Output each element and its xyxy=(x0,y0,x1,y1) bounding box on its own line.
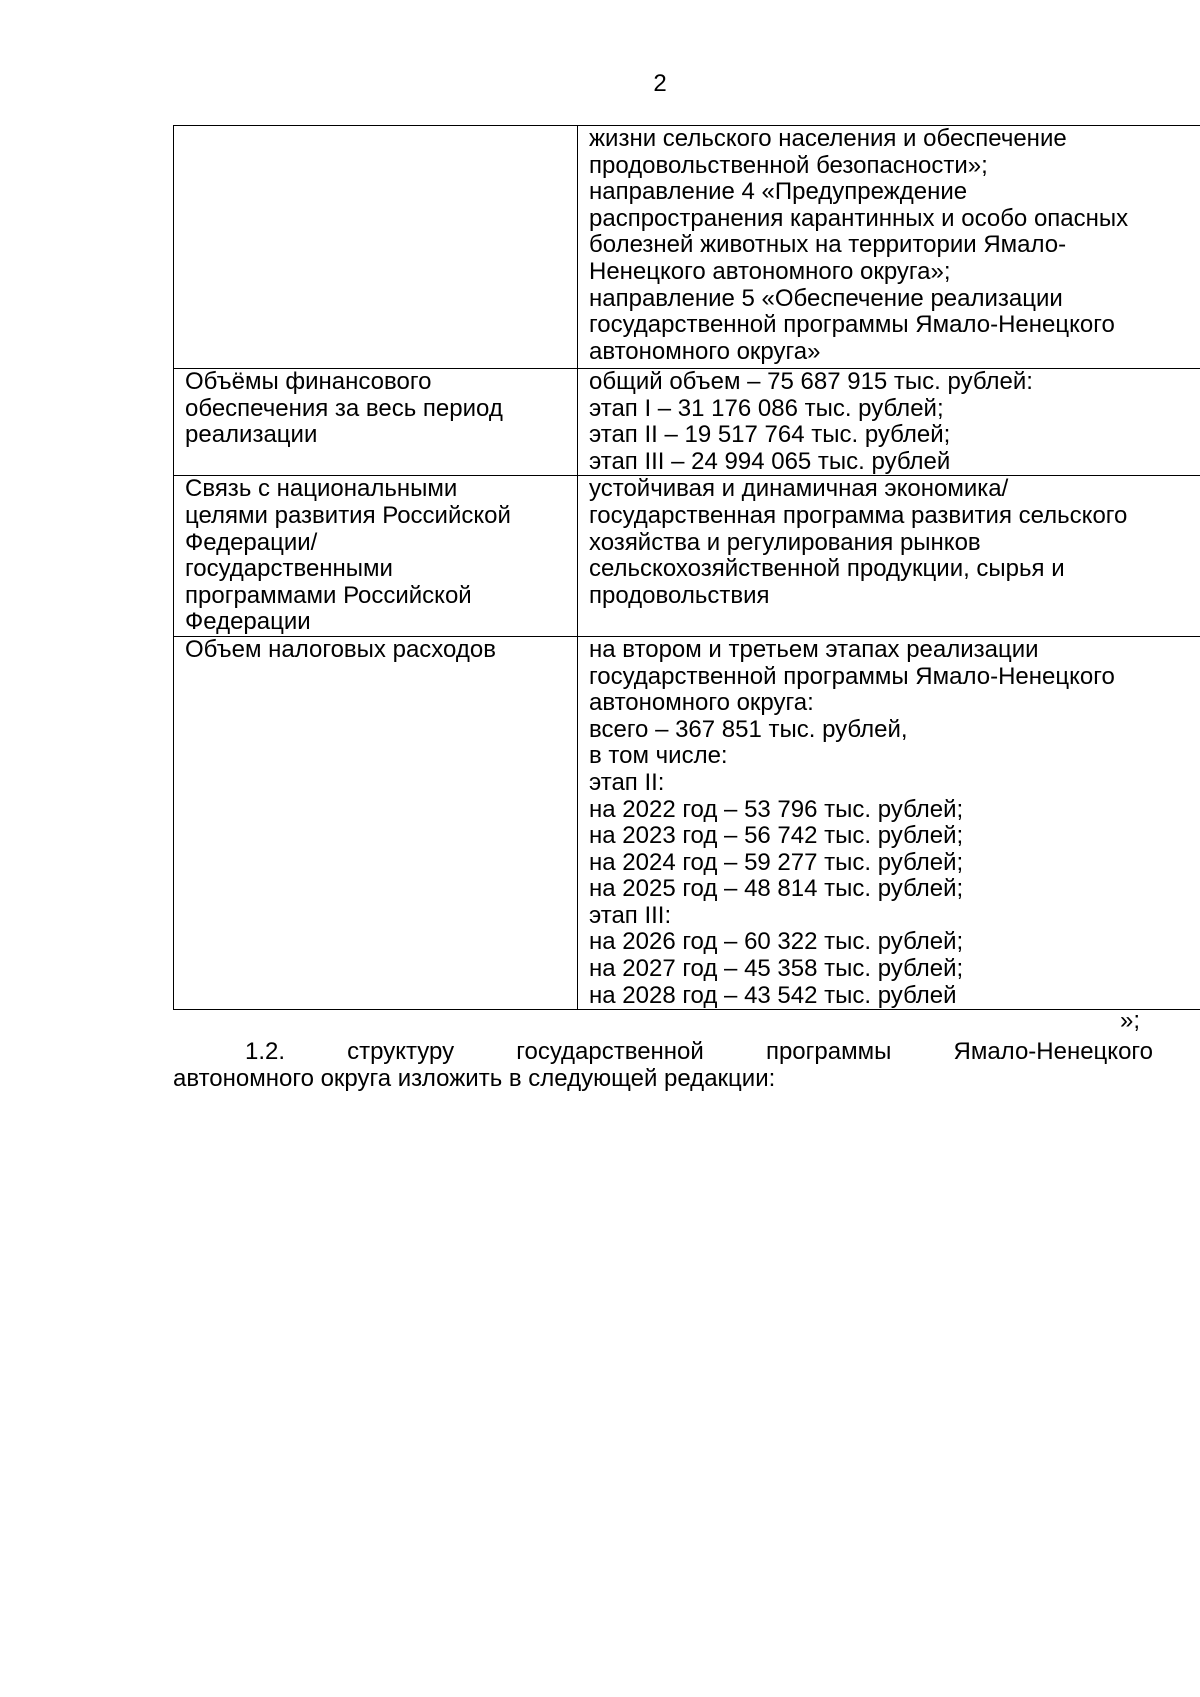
label-line: Федерации/ xyxy=(185,528,318,556)
label-line: Объем налоговых расходов xyxy=(185,635,496,663)
value-line: автономного округа» xyxy=(589,337,821,365)
label-line: Связь с национальными xyxy=(185,475,458,503)
amendment-paragraph xyxy=(173,1038,1153,1065)
value-line: всего – 367 851 тыс. рублей, xyxy=(589,715,908,743)
program-passport-table xyxy=(173,125,1200,1010)
value-line: этап II – 19 517 764 тыс. рублей; xyxy=(589,421,951,449)
value-line: Ненецкого автономного округа»; xyxy=(589,257,951,285)
label-line: целями развития Российской xyxy=(185,501,511,529)
label-line: Федерации xyxy=(185,608,311,636)
label-line: государственными xyxy=(185,555,393,583)
value-line: государственной программы Ямало-Ненецкого xyxy=(589,311,1115,339)
value-line: на 2022 год – 53 796 тыс. рублей; xyxy=(589,795,964,823)
row-label xyxy=(174,369,578,476)
value-line: общий объем – 75 687 915 тыс. рублей: xyxy=(589,368,1033,395)
value-line: государственная программа развития сельского xyxy=(589,501,1128,529)
row-value xyxy=(578,636,1200,1009)
label-line: реализации xyxy=(185,421,318,449)
closing-quote: »; xyxy=(1120,1007,1141,1034)
value-line: автономного округа: xyxy=(589,689,814,717)
row-value xyxy=(578,369,1200,476)
value-line: государственной программы Ямало-Ненецкого xyxy=(589,662,1115,690)
row-value xyxy=(578,126,1200,369)
value-line: на 2027 год – 45 358 тыс. рублей; xyxy=(589,955,964,983)
row-value xyxy=(578,476,1200,637)
value-line: на 2023 год – 56 742 тыс. рублей; xyxy=(589,822,964,850)
label-line: обеспечения за весь период xyxy=(185,394,503,422)
value-line: хозяйства и регулирования рынков xyxy=(589,528,981,556)
table-row xyxy=(174,636,1200,1009)
table-row xyxy=(174,369,1200,476)
value-line: на 2024 год – 59 277 тыс. рублей; xyxy=(589,848,964,876)
row-label xyxy=(174,636,578,1009)
value-line: в том числе: xyxy=(589,742,728,770)
row-label xyxy=(174,476,578,637)
value-line: этап I – 31 176 086 тыс. рублей; xyxy=(589,394,944,422)
value-line: продовольствия xyxy=(589,581,770,609)
value-line: продовольственной безопасности»; xyxy=(589,151,988,179)
amendment-paragraph-line-1: 1.2. структуру государственной программы Ямало-Ненецкого xyxy=(245,1038,1153,1065)
amendment-paragraph-line-2: автономного округа изложить в следующей редакции: xyxy=(173,1065,776,1092)
value-line: направление 4 «Предупреждение xyxy=(589,178,968,206)
row-label xyxy=(174,126,578,369)
value-line: этап III: xyxy=(589,901,672,929)
table-row xyxy=(174,476,1200,637)
value-line: на 2026 год – 60 322 тыс. рублей; xyxy=(589,928,964,956)
value-line: этап III – 24 994 065 тыс. рублей xyxy=(589,447,951,475)
value-line: распространения карантинных и особо опасных xyxy=(589,204,1129,232)
value-line: болезней животных на территории Ямало- xyxy=(589,231,1067,259)
value-line: направление 5 «Обеспечение реализации xyxy=(589,284,1063,312)
value-line: на 2028 год – 43 542 тыс. рублей xyxy=(589,981,957,1009)
value-line: на втором и третьем этапах реализации xyxy=(589,635,1039,663)
value-line: жизни сельского населения и обеспечение xyxy=(589,125,1067,152)
value-line: на 2025 год – 48 814 тыс. рублей; xyxy=(589,875,964,903)
label-line: Объёмы финансового xyxy=(185,368,432,395)
value-line: этап II: xyxy=(589,768,665,796)
value-line: сельскохозяйственной продукции, сырья и xyxy=(589,555,1065,583)
label-line: программами Российской xyxy=(185,581,472,609)
table-row xyxy=(174,126,1200,369)
value-line: устойчивая и динамичная экономика/ xyxy=(589,475,1009,503)
page-number: 2 xyxy=(653,70,667,97)
